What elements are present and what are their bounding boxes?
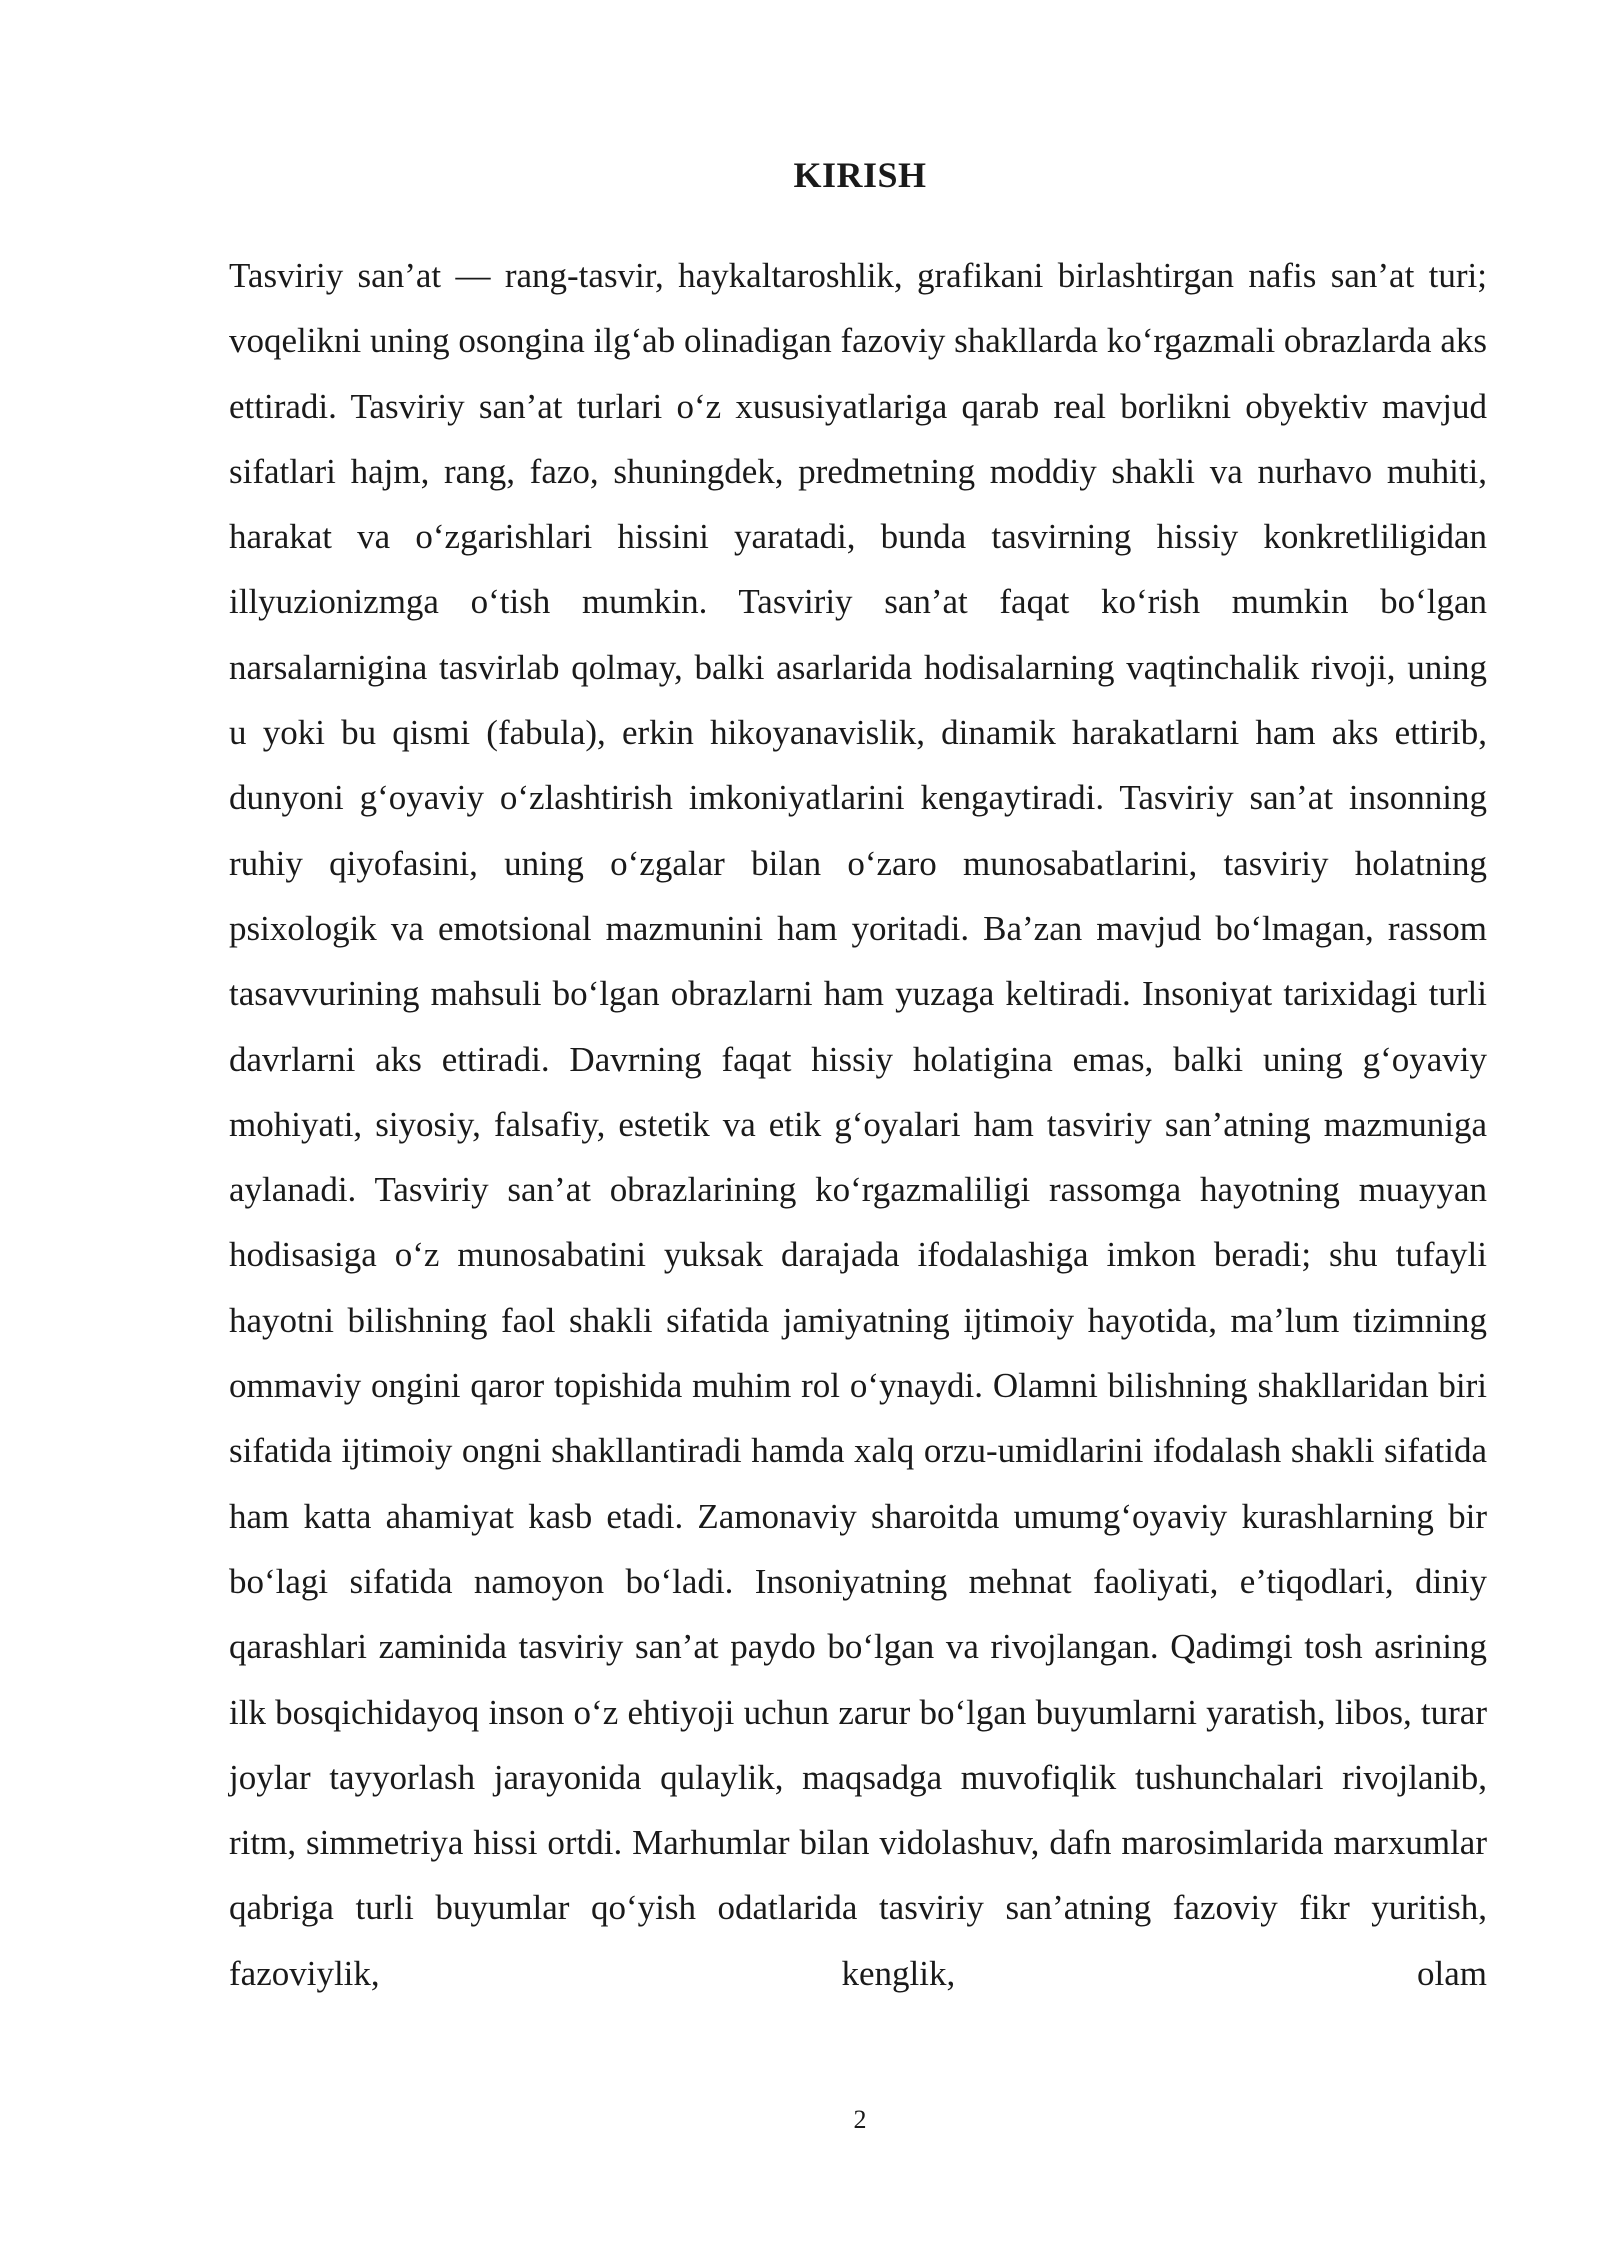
page-title: KIRISH [793, 155, 927, 195]
body-paragraph: Tasviriy san’at — rang-tasvir, haykaltaroshlik, grafikani birlashtirgan nafis san’at turi; voqelikni uning osongina ilg‘ab olinadigan fazoviy shakllarda ko‘rgazmali obrazlarda aks ettiradi. Tasviriy san’at turlari o‘z xususiyatlariga qarab real borlikni obyektiv mavjud sifatlari hajm, rang, fazo, shuningdek, predmetning moddiy shakli va nurhavo muhiti, harakat va o‘zgarishlari hissini yaratadi, bunda tasvirning hissiy konkretliligidan illyuzionizmga o‘tish mumkin. Tasviriy san’at faqat ko‘rish mumkin bo‘lgan narsalarnigina tasvirlab qolmay, balki asarlarida hodisalarning vaqtinchalik rivoji, uning u yoki bu qismi (fabula), erkin hikoyanavislik, dinamik harakatlarni ham aks ettirib, dunyoni g‘oyaviy o‘zlashtirish imkoniyatlarini kengaytiradi. Tasviriy san’at insonning ruhiy qiyofasini, uning o‘zgalar bilan o‘zaro munosabatlarini, tasviriy holatning psixologik va emotsional mazmunini ham yoritadi. Ba’zan mavjud bo‘lmagan, rassom tasavvurining mahsuli bo‘lgan obrazlarni ham yuzaga keltiradi. Insoniyat tarixidagi turli davrlarni aks ettiradi. Davrning faqat hissiy holatigina emas, balki uning g‘oyaviy mohiyati, siyosiy, falsafiy, estetik va etik g‘oyalari ham tasviriy san’atning mazmuniga aylanadi. Tasviriy san’at obrazlarining ko‘rgazmaliligi rassomga hayotning muayyan hodisasiga o‘z munosabatini yuksak darajada ifodalashiga imkon beradi; shu tufayli hayotni bilishning faol shakli sifatida jamiyatning ijtimoiy hayotida, ma’lum tizimning ommaviy ongini qaror topishida muhim rol o‘ynaydi. Olamni bilishning shakllaridan biri sifatida ijtimoiy ongni shakllantiradi hamda xalq orzu-umidlarini ifodalash shakli sifatida ham katta ahamiyat kasb etadi. Zamonaviy sharoitda umumg‘oyaviy kurashlarning bir bo‘lagi sifatida namoyon bo‘ladi. Insoniyatning mehnat faoliyati, e’tiqodlari, diniy qarashlari zaminida tasviriy san’at paydo bo‘lgan va rivojlangan. Qadimgi tosh asrining ilk bosqichidayoq inson o‘z ehtiyoji uchun zarur bo‘lgan buyumlarni yaratish, libos, turar joylar tayyorlash jarayonida qulaylik, maqsadga muvofiqlik tushunchalari rivojlanib, ritm, simmetriya hissi ortdi. Marhumlar bilan vidolashuv, dafn marosimlarida marxumlar qabriga turli buyumlar qo‘yish odatlarida tasviriy san’atning fazoviy fikr yuritish, fazoviylik, kenglik, olam [229, 256, 1488, 1993]
page-number: 2 [853, 2105, 867, 2134]
